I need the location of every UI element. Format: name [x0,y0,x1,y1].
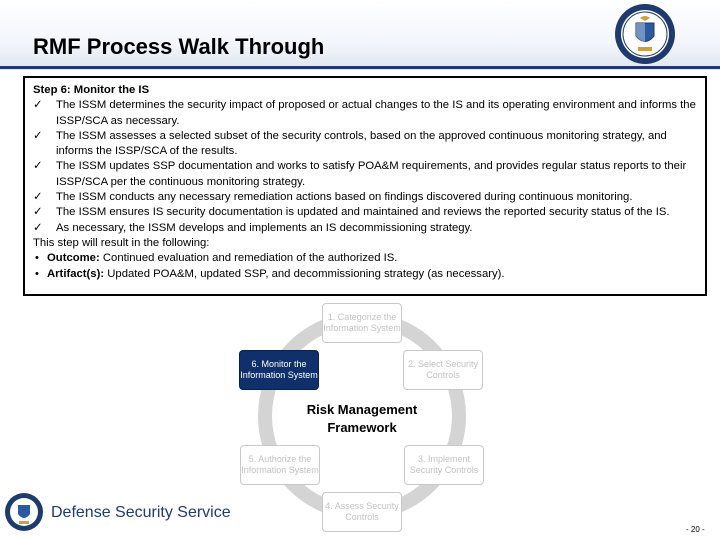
artifact-label: Artifact(s): [47,267,105,280]
artifact-text: Updated POA&M, updated SSP, and decommissioning strategy (as necessary). [107,267,505,280]
outcome-label: Outcome: [47,252,100,265]
check-item [33,129,697,160]
check-item-text: The ISSM assesses a selected subset of the security controls, based on the approved continuous monitoring strategy, and informs the ISSP/SCA of the results. [56,129,667,158]
result-intro: This step will result in the following: [33,236,210,249]
check-item-text: The ISSM determines the security impact of proposed or actual changes to the IS and its operating environment and informs the ISSP/SCA as necessary. [56,99,696,127]
rmf-step-select[interactable] [403,350,483,390]
check-icon: ✓ [33,206,43,219]
check-item-text: As necessary, the ISSM develops and implements an IS decommissioning strategy. [56,221,473,234]
rmf-step-assess[interactable] [322,492,402,532]
step-title: Step 6: Monitor the IS [33,84,150,96]
check-item [33,205,697,220]
check-item [33,159,697,190]
header-rule [0,66,720,69]
rmf-center-line2: Framework [327,420,397,435]
page-number: - 20 - [686,525,705,534]
step-description-box [23,76,707,296]
rmf-step-label: 1. Categorize the Information System [323,312,401,333]
rmf-step-authorize[interactable] [240,445,320,485]
dss-logo-icon [4,492,44,532]
bullet-icon: • [35,267,39,280]
check-item [33,221,697,236]
rmf-step-label: 6. Monitor the Information System [240,359,318,380]
check-item-text: The ISSM ensures IS security documentation is updated and maintained and reviews the reported security status of the IS. [56,206,670,219]
rmf-step-monitor[interactable] [239,350,319,390]
check-icon: ✓ [33,191,43,204]
check-item [33,190,697,205]
rmf-step-implement[interactable] [404,445,484,485]
check-icon: ✓ [33,160,43,173]
check-item [33,98,697,129]
bullet-icon: • [35,252,39,265]
rmf-center-label [282,401,442,437]
check-icon: ✓ [33,99,43,112]
rmf-step-label: 5. Authorize the Information System [241,454,319,475]
outcome-text: Continued evaluation and remediation of the authorized IS. [102,252,398,265]
rmf-step-categorize[interactable] [322,303,402,343]
check-item-text: The ISSM updates SSP documentation and works to satisfy POA&M requirements, and provides regular status reports to their ISSP/SCA per the continuous monitoring strategy. [56,160,687,188]
rmf-step-label: 2. Select Security Controls [407,359,479,380]
slide-title: RMF Process Walk Through [33,34,325,59]
check-item-text: The ISSM conducts any necessary remediation actions based on findings discovered during continuous monitoring. [56,191,633,204]
outcome-item [33,251,697,266]
dss-seal-icon [614,3,676,65]
footer-org-name: Defense Security Service [51,504,231,521]
rmf-step-label: 3. Implement Security Controls [409,454,479,475]
check-icon: ✓ [33,129,43,142]
rmf-center-line1: Risk Management [306,402,418,417]
check-icon: ✓ [33,221,43,234]
artifact-item [33,267,697,282]
rmf-step-label: 4. Assess Security Controls [325,501,399,522]
